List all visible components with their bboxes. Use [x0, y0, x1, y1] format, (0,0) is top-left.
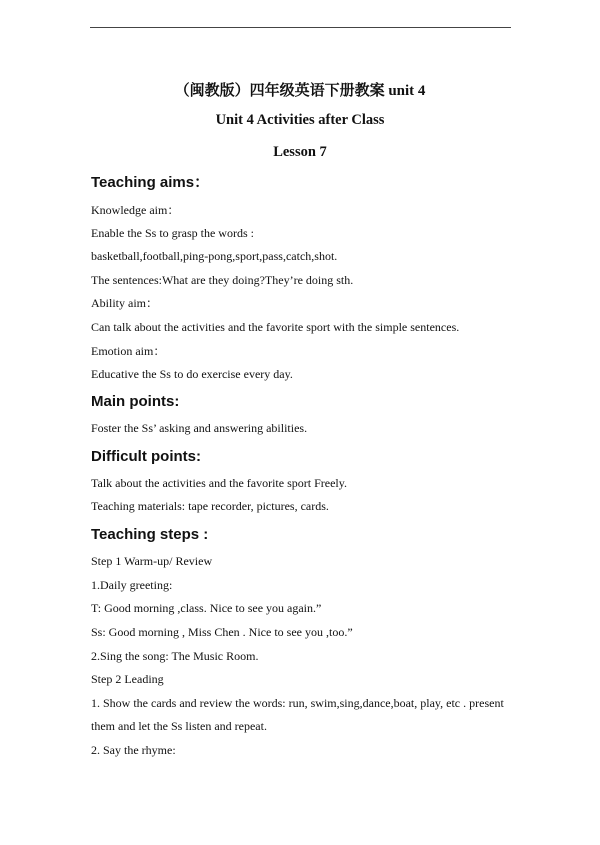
step-line: Step 2 Leading [91, 672, 164, 686]
step-line: 1.Daily greeting: [91, 578, 173, 592]
teaching-steps-heading: Teaching steps : [91, 526, 209, 543]
step-line: them and let the Ss listen and repeat. [91, 719, 267, 733]
aim-line: Can talk about the activities and the favorite sport with the simple sentences. [91, 320, 460, 334]
main-points-heading: Main points: [91, 393, 180, 410]
knowledge-aim-label: Knowledge aim： [91, 203, 180, 217]
teaching-aims-heading: Teaching aims： [91, 174, 210, 191]
difficult-points-heading: Difficult points: [91, 448, 201, 465]
document-title: （闽教版）四年级英语下册教案 unit 4 [174, 83, 426, 99]
step-line: 2. Say the rhyme: [91, 743, 176, 757]
step-line: Ss: Good morning , Miss Chen . Nice to see you ,too.” [91, 625, 353, 639]
step-line: T: Good morning ,class. Nice to see you again.” [91, 601, 322, 615]
aim-line: Enable the Ss to grasp the words : [91, 226, 254, 240]
step-line: Step 1 Warm-up/ Review [91, 554, 213, 568]
step-line: 2.Sing the song: The Music Room. [91, 649, 259, 663]
header-rule [90, 27, 511, 28]
aim-line: Educative the Ss to do exercise every day. [91, 367, 293, 381]
aim-line: The sentences:What are they doing?They’re doing sth. [91, 273, 354, 287]
aim-line: basketball,football,ping-pong,sport,pass,catch,shot. [91, 249, 338, 263]
emotion-aim-label: Emotion aim： [91, 344, 166, 358]
teaching-materials-line: Teaching materials: tape recorder, pictures, cards. [91, 499, 329, 513]
lesson-title: Lesson 7 [273, 144, 327, 160]
step-line: 1. Show the cards and review the words: run, swim,sing,dance,boat, play, etc . present [91, 696, 504, 710]
ability-aim-label: Ability aim： [91, 296, 158, 310]
difficult-points-line: Talk about the activities and the favorite sport Freely. [91, 476, 347, 490]
main-points-line: Foster the Ss’ asking and answering abilities. [91, 421, 308, 435]
unit-title: Unit 4 Activities after Class [215, 112, 385, 128]
